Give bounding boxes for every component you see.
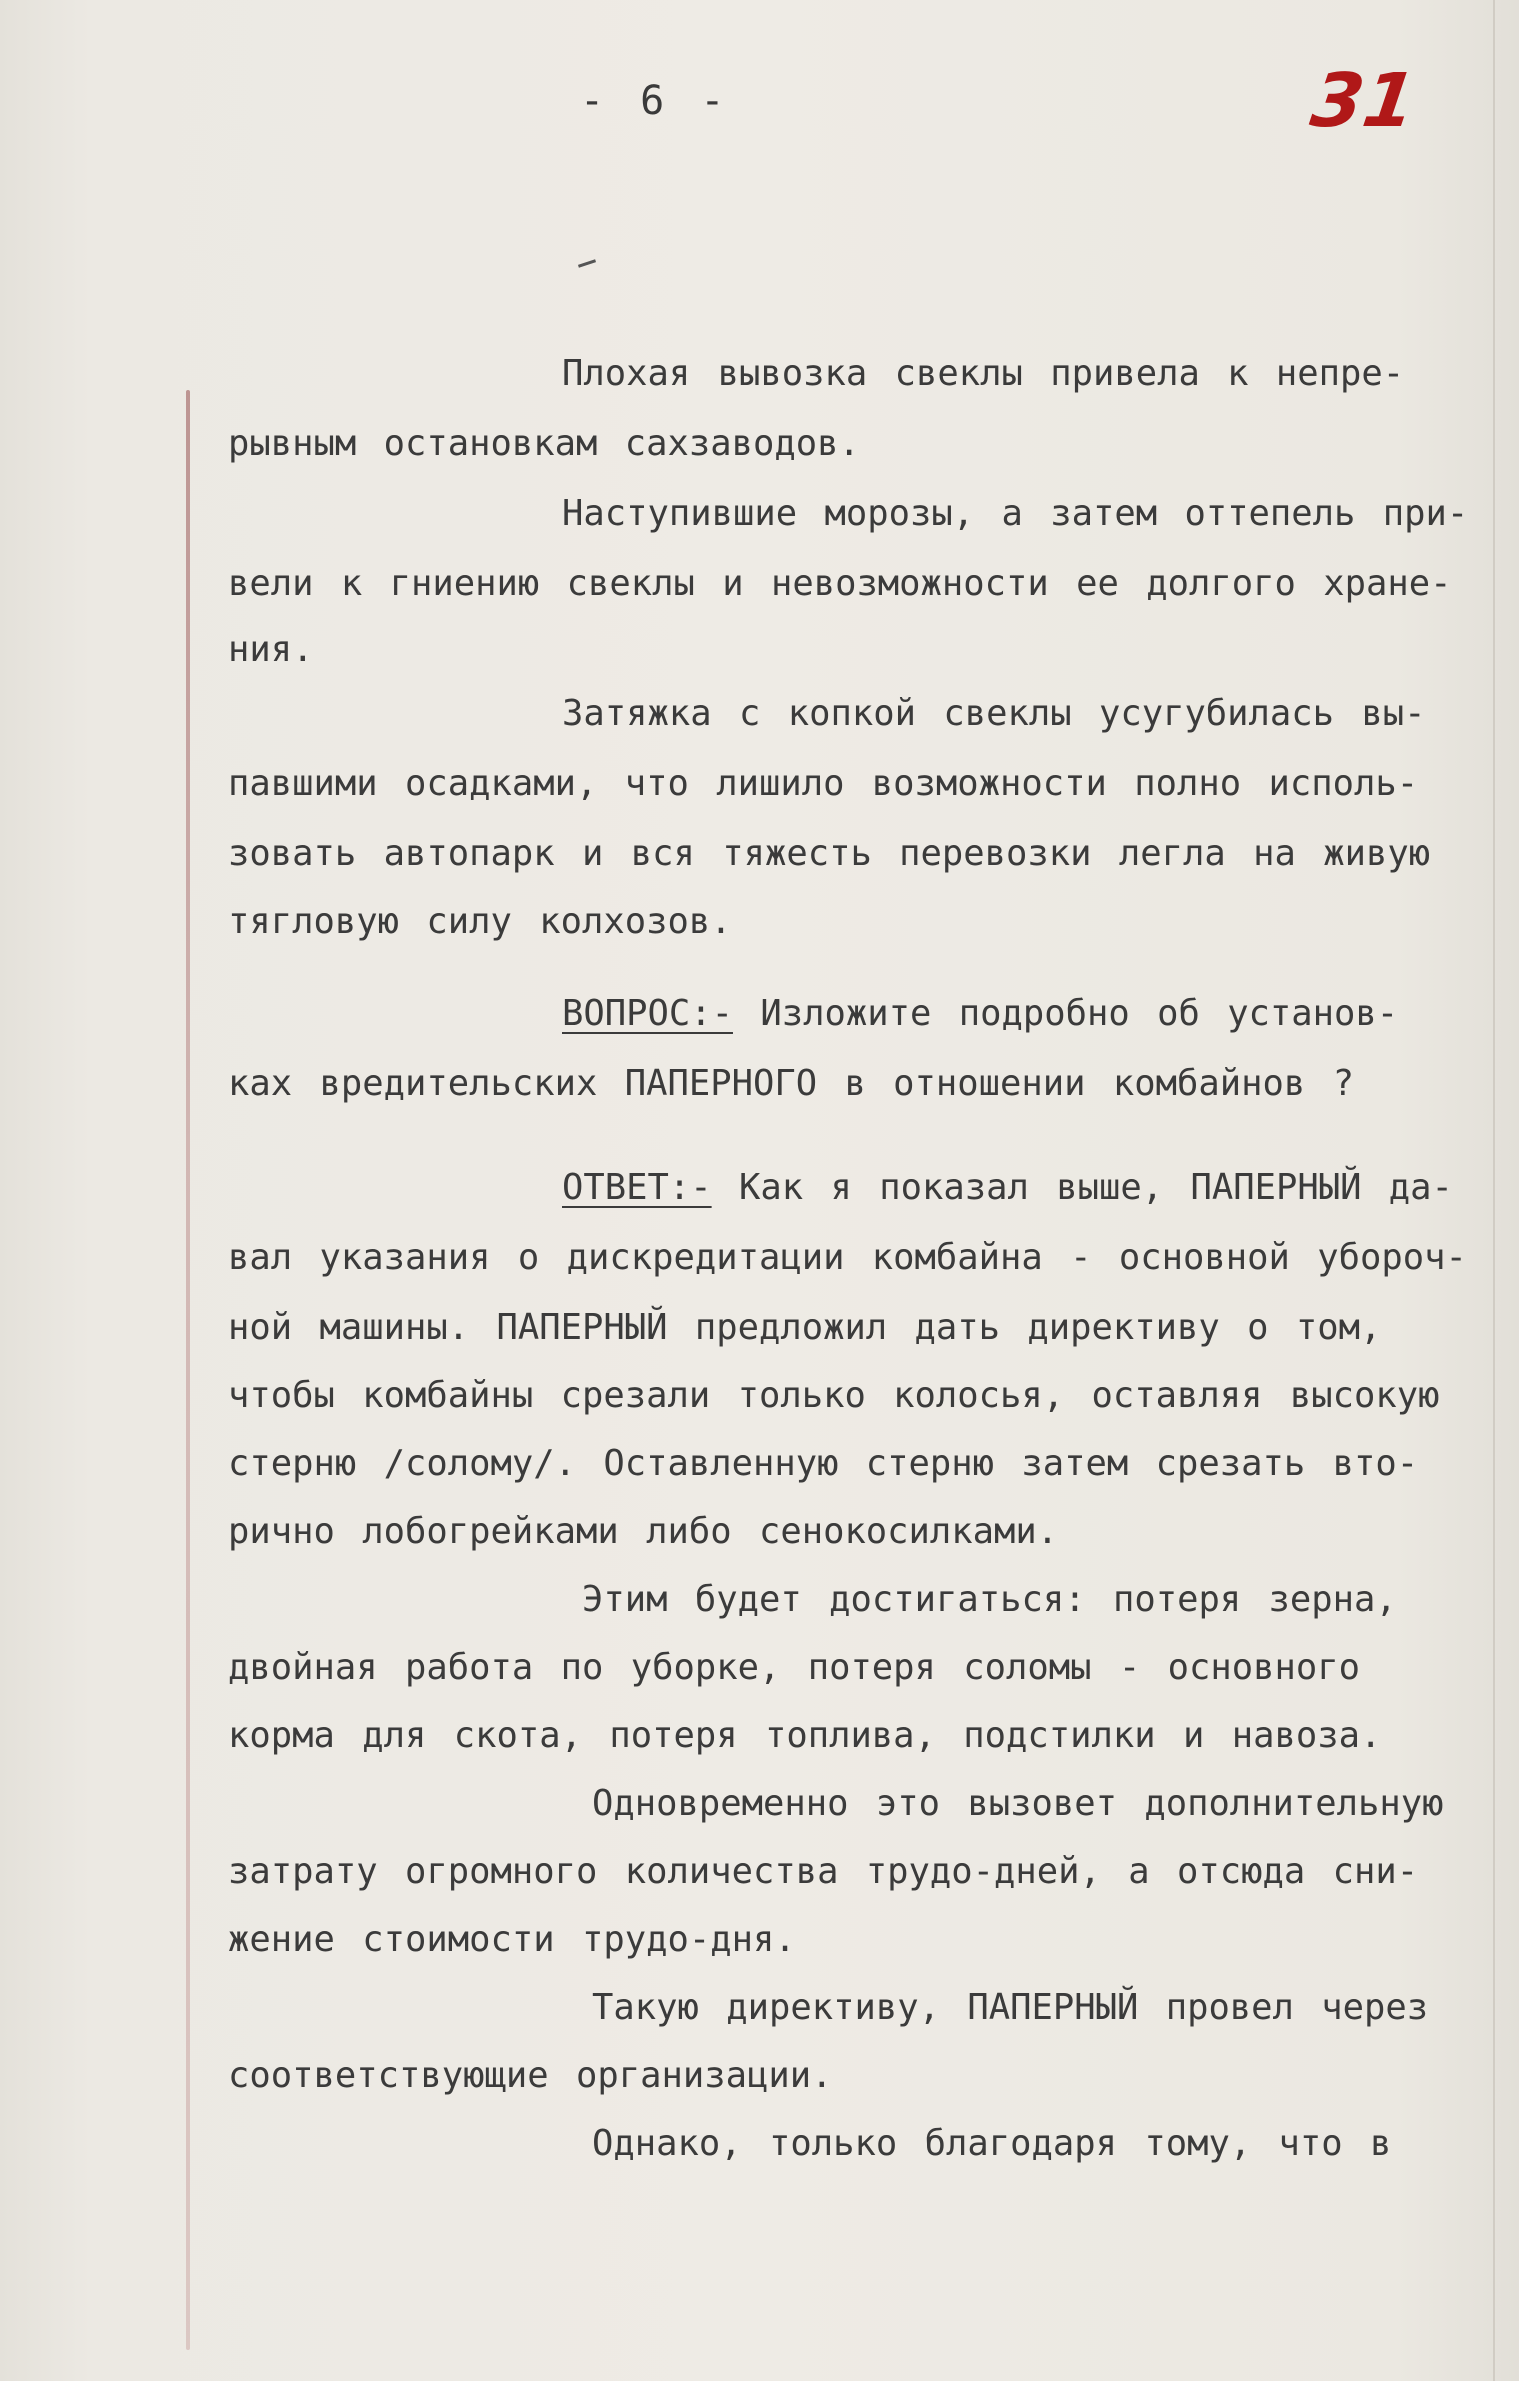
text-line: корма для скота, потеря топлива, подстилки и навоза. [228, 1715, 1382, 1756]
answer-line [562, 1167, 1453, 1208]
text-line: тягловую силу колхозов. [228, 901, 732, 942]
page-number: - 6 - [580, 78, 731, 124]
text-line: вал указания о дискредитации комбайна - основной убороч- [228, 1237, 1467, 1278]
text-line: Как я показал выше, ПАПЕРНЫЙ да- [739, 1167, 1453, 1208]
text-line: ках вредительских ПАПЕРНОГО в отношении комбайнов ? [228, 1063, 1355, 1104]
text-line: вели к гниению свеклы и невозможности ее долгого хране- [228, 563, 1452, 604]
margin-line [186, 390, 190, 2350]
text-line: павшими осадками, что лишило возможности полно исполь- [228, 763, 1419, 804]
text-line: рично лобогрейками либо сенокосилками. [228, 1511, 1059, 1552]
text-line: Однако, только благодаря тому, что в [592, 2123, 1392, 2164]
ink-mark [578, 259, 596, 267]
folio-number: 31 [1305, 58, 1422, 144]
text-line: затрату огромного количества трудо-дней, а отсюда сни- [228, 1851, 1419, 1892]
text-line: Такую директиву, ПАПЕРНЫЙ провел через [592, 1987, 1429, 2028]
text-line: жение стоимости трудо-дня. [228, 1919, 796, 1960]
text-line: Наступившие морозы, а затем оттепель при- [562, 493, 1469, 534]
text-line: стерню /солому/. Оставленную стерню затем срезать вто- [228, 1443, 1419, 1484]
text-line: зовать автопарк и вся тяжесть перевозки легла на живую [228, 833, 1431, 874]
text-line: ной машины. ПАПЕРНЫЙ предложил дать директиву о том, [228, 1307, 1382, 1348]
text-line: соответствующие организации. [228, 2055, 833, 2096]
text-line: Плохая вывозка свеклы привела к непре- [562, 353, 1405, 394]
text-line: Затяжка с копкой свеклы усугубилась вы- [562, 693, 1426, 734]
text-line: двойная работа по уборке, потеря соломы - основного [228, 1647, 1361, 1688]
text-line: Изложите подробно об установ- [760, 993, 1399, 1034]
text-line: чтобы комбайны срезали только колосья, оставляя высокую [228, 1375, 1440, 1416]
question-label: ВОПРОС:- [562, 993, 733, 1034]
answer-label: ОТВЕТ:- [562, 1167, 712, 1208]
text-line: рывным остановкам сахзаводов. [228, 423, 860, 464]
question-line [562, 993, 1399, 1034]
text-line: Этим будет достигаться: потеря зерна, [582, 1579, 1397, 1620]
text-line: Одновременно это вызовет дополнительную [592, 1783, 1444, 1824]
text-line: ния. [228, 629, 314, 670]
page-edge [1493, 0, 1495, 2381]
